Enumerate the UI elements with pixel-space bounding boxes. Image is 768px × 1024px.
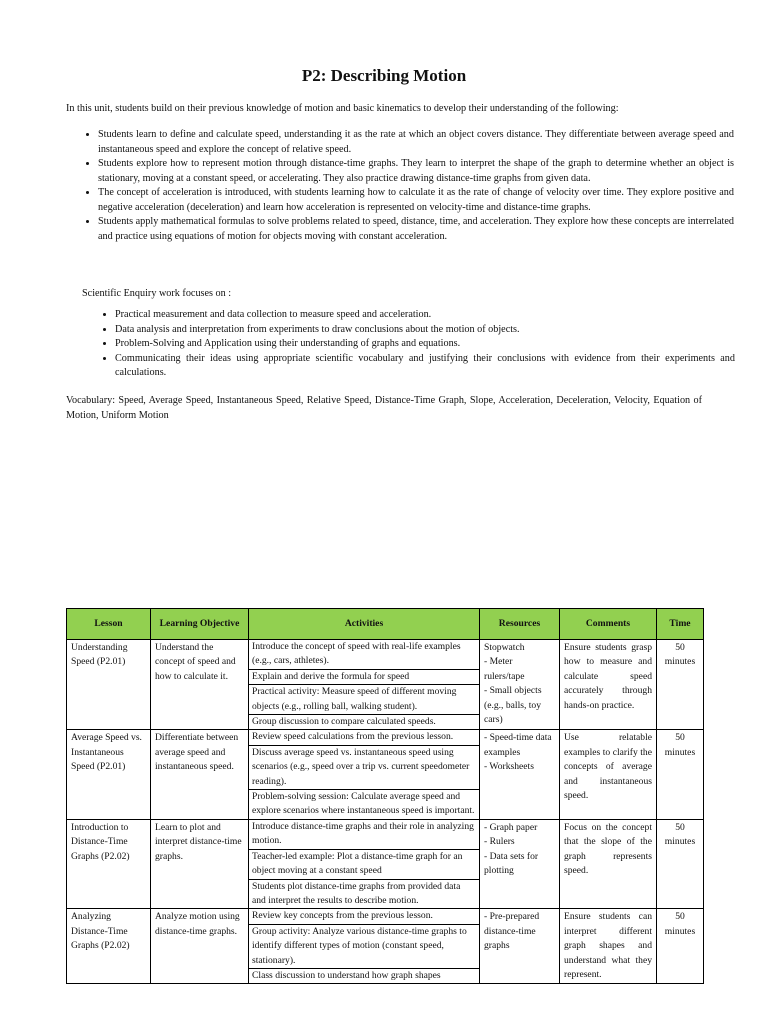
page-title: P2: Describing Motion — [301, 66, 467, 85]
activity-item: Introduce the concept of speed with real-life examples (e.g., cars, athletes). — [249, 640, 479, 670]
objective-cell: Differentiate between average speed and instantaneous speed. — [151, 730, 249, 819]
comments-cell: Ensure students grasp how to measure and calculate speed accurately through hands-on practice. — [560, 640, 657, 730]
activity-item: Teacher-led example: Plot a distance-time graph for an object moving at a constant speed — [249, 850, 479, 880]
activity-item: Group activity: Analyze various distance-time graphs to identify different types of motion (constant speed, stationary). — [249, 925, 479, 969]
activities-cell — [249, 909, 480, 984]
lesson-plan-table — [66, 608, 704, 984]
time-cell: 50 minutes — [657, 819, 704, 908]
objective-cell: Understand the concept of speed and how to calculate it. — [151, 640, 249, 730]
objective-cell: Learn to plot and interpret distance-time graphs. — [151, 819, 249, 908]
list-item: • Students learn to define and calculate speed, understanding it as the rate at which an object covers distance. They differentiate between average speed and instantaneous speed and explore the concept of relative speed. — [98, 128, 734, 157]
list-item: • Problem-Solving and Application using their understanding of graphs and equations. — [115, 337, 735, 352]
comments-cell: Use relatable examples to clarify the concepts of average and instantaneous speed. — [560, 730, 657, 819]
activity-item: Explain and derive the formula for speed — [249, 670, 479, 685]
header-lesson: Lesson — [67, 609, 151, 640]
list-item: • The concept of acceleration is introduced, with students learning how to calculate it as the rate of change of velocity over time. They explore positive and negative acceleration (deceleration) and learn how acceleration is represented on velocity-time and distance-time graphs. — [98, 186, 734, 215]
header-activities: Activities — [249, 609, 480, 640]
header-learning-objective: Learning Objective — [151, 609, 249, 640]
activity-item: Review speed calculations from the previous lesson. — [249, 730, 479, 745]
activity-item: Review key concepts from the previous lesson. — [249, 909, 479, 924]
activity-item: Problem-solving session: Calculate average speed and explore scenarios where instantaneous speed is important. — [252, 791, 475, 817]
table-row — [67, 909, 704, 984]
table-header-row — [67, 609, 704, 640]
lesson-cell: Understanding Speed (P2.01) — [67, 640, 151, 730]
resources-cell: - Speed-time data examples - Worksheets — [480, 730, 560, 819]
lesson-cell: Introduction to Distance-Time Graphs (P2.02) — [67, 819, 151, 908]
objective-cell: Analyze motion using distance-time graphs. — [151, 909, 249, 984]
table-row — [67, 640, 704, 730]
lesson-cell: Analyzing Distance-Time Graphs (P2.02) — [67, 909, 151, 984]
comments-cell: Focus on the concept that the slope of the graph represents speed. — [560, 819, 657, 908]
activity-item: Students plot distance-time graphs from provided data and interpret the results to describe motion. — [252, 880, 461, 906]
time-cell: 50 minutes — [657, 909, 704, 984]
objectives-list — [66, 128, 734, 244]
activity-item: Group discussion to compare calculated speeds. — [252, 716, 436, 728]
activities-cell — [249, 730, 480, 819]
enquiry-list — [82, 308, 735, 381]
resources-cell: Stopwatch - Meter rulers/tape - Small objects (e.g., balls, toy cars) — [480, 640, 560, 730]
list-item: • Students explore how to represent motion through distance-time graphs. They learn to interpret the shape of the graph to determine whether an object is stationary, moving at a constant speed, or accelerating. They also practice drawing distance-time graphs from given data. — [98, 157, 734, 186]
time-cell: 50 minutes — [657, 730, 704, 819]
header-comments: Comments — [560, 609, 657, 640]
table-row — [67, 819, 704, 908]
list-item: • Practical measurement and data collection to measure speed and acceleration. — [115, 308, 735, 323]
activities-cell — [249, 640, 480, 730]
header-resources: Resources — [480, 609, 560, 640]
resources-cell: - Graph paper - Rulers - Data sets for plotting — [480, 819, 560, 908]
activity-item: Introduce distance-time graphs and their role in analyzing motion. — [249, 820, 479, 850]
time-cell: 50 minutes — [657, 640, 704, 730]
activity-item: Discuss average speed vs. instantaneous speed using scenarios (e.g., speed over a trip vs. current speedometer reading). — [249, 746, 479, 790]
activity-item: Practical activity: Measure speed of different moving objects (e.g., rolling ball, walking student). — [249, 685, 479, 715]
comments-cell: Ensure students can interpret different graph shapes and understand what they represent. — [560, 909, 657, 984]
vocabulary-paragraph: Vocabulary: Speed, Average Speed, Instantaneous Speed, Relative Speed, Distance-Time Graph, Slope, Acceleration, Deceleration, Velocity, Equation of Motion, Uniform Motion — [66, 395, 702, 421]
list-item: • Communicating their ideas using appropriate scientific vocabulary and justifying their conclusions with evidence from their experiments and calculations. — [115, 352, 735, 381]
list-item: • Data analysis and interpretation from experiments to draw conclusions about the motion of objects. — [115, 323, 735, 338]
activities-cell — [249, 819, 480, 908]
lesson-cell: Average Speed vs. Instantaneous Speed (P2.01) — [67, 730, 151, 819]
activity-item: Class discussion to understand how graph shapes — [252, 969, 441, 981]
enquiry-heading: Scientific Enquiry work focuses on : — [82, 288, 232, 299]
intro-paragraph: In this unit, students build on their previous knowledge of motion and basic kinematics to develop their understanding of the following: — [66, 103, 619, 114]
header-time: Time — [657, 609, 704, 640]
table-row — [67, 730, 704, 819]
list-item: • Students apply mathematical formulas to solve problems related to speed, distance, time, and acceleration. They explore how these concepts are interrelated and practice using equations of motion for objects moving with constant acceleration. — [98, 215, 734, 244]
resources-cell: - Pre-prepared distance-time graphs — [480, 909, 560, 984]
